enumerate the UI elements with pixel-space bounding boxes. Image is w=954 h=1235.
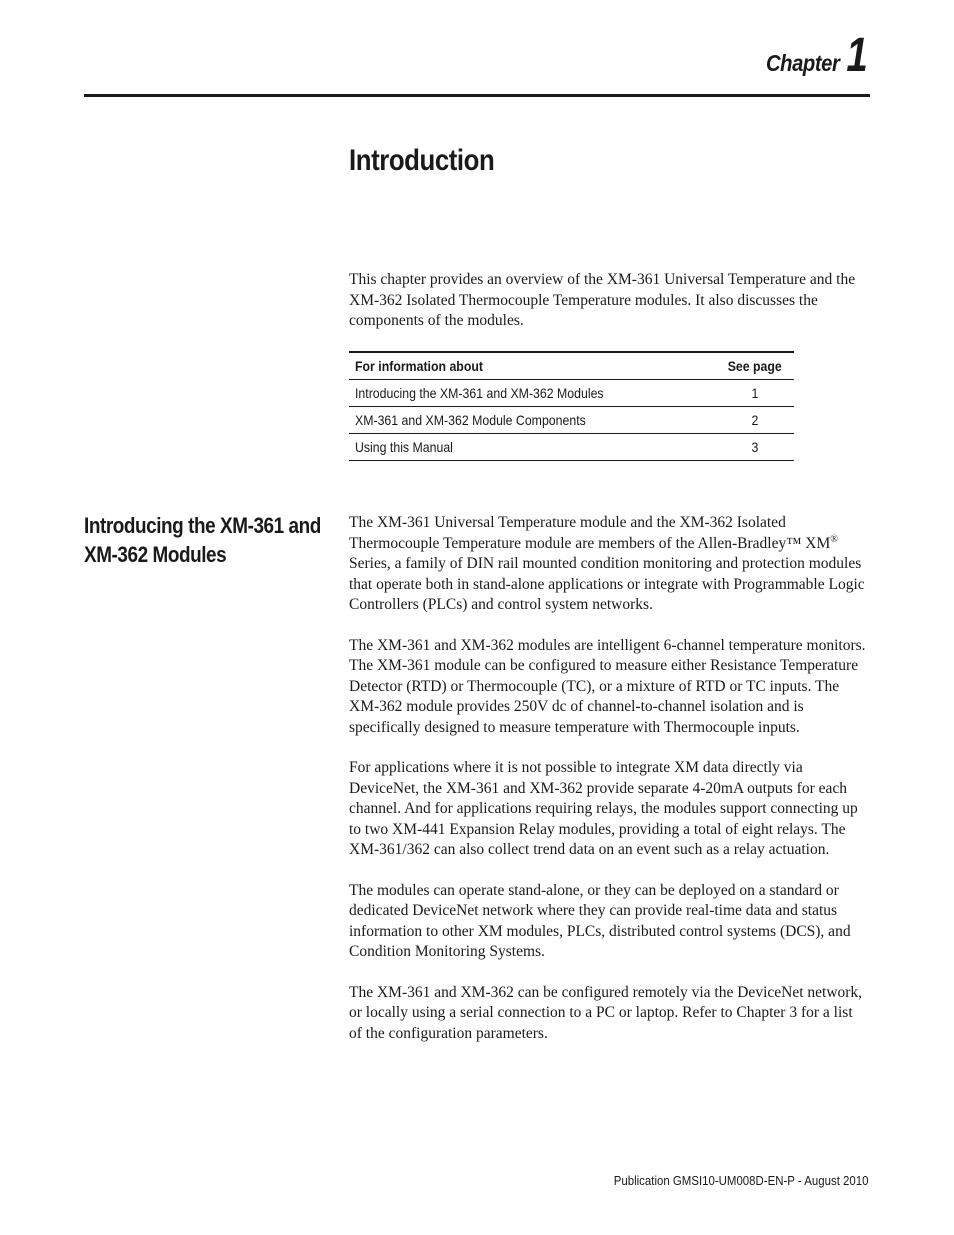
paragraph-4: The modules can operate stand-alone, or they can be deployed on a standard or dedicated DeviceNet network where they can provide real-time data and status information to other XM modules, PLCs, distributed control systems (DCS), and Condition Monitoring Systems.	[349, 881, 851, 960]
toc-topic: Using this Manual	[349, 434, 716, 461]
toc-page: 2	[716, 407, 794, 434]
toc-page: 3	[716, 434, 794, 461]
page-title: Introduction	[349, 144, 495, 177]
intro-paragraph	[349, 270, 869, 332]
paragraph-2: The XM-361 and XM-362 modules are intelligent 6-channel temperature monitors. The XM-361 module can be configured to measure either Resistance Temperature Detector (RTD) or Thermocouple (TC), or a mixture of RTD or TC inputs. The XM-362 module provides 250V dc of channel-to-channel isolation and is specifically designed to measure temperature with Thermocouple inputs.	[349, 636, 866, 736]
toc-page: 1	[716, 380, 794, 407]
section-heading-line2: XM-362 Modules	[84, 542, 227, 567]
header-divider	[84, 94, 870, 97]
toc-header-page: See page	[716, 352, 794, 380]
toc-topic: XM-361 and XM-362 Module Components	[349, 407, 716, 434]
section-body	[349, 513, 869, 1044]
toc-row	[349, 380, 794, 407]
chapter-label: Chapter	[765, 50, 839, 76]
section-heading-line1: Introducing the XM-361 and	[84, 513, 321, 538]
paragraph-5: The XM-361 and XM-362 can be configured remotely via the DeviceNet network, or locally using a serial connection to a PC or laptop. Refer to Chapter 3 for a list of the configuration parameters.	[349, 983, 863, 1042]
chapter-number: 1	[846, 29, 868, 82]
toc-table	[349, 351, 794, 461]
paragraph-1: The XM-361 Universal Temperature module and the XM-362 Isolated Thermocouple Temperature module are members of the Allen-Bradley™ XM® Series, a family of DIN rail mounted condition monitoring and protection modules that operate both in stand-alone applications or integrate with Programmable Logic Controllers (PLCs) and control system networks.	[349, 514, 865, 613]
registered-mark: ®	[830, 533, 838, 545]
intro-text: This chapter provides an overview of the XM-361 Universal Temperature and the XM-362 Isolated Thermocouple Temperature modules. It also discusses the components of the modules.	[349, 271, 856, 329]
toc-header-row	[349, 352, 794, 380]
publication-footer: Publication GMSI10-UM008D-EN-P - August 2010	[614, 1173, 869, 1188]
section-heading	[84, 511, 364, 569]
toc-header-topic: For information about	[349, 352, 716, 380]
toc-topic: Introducing the XM-361 and XM-362 Modules	[349, 380, 716, 407]
paragraph-3: For applications where it is not possible to integrate XM data directly via DeviceNet, the XM-361 and XM-362 provide separate 4-20mA outputs for each channel. And for applications requiring relays, the modules support connecting up to two XM-441 Expansion Relay modules, providing a total of eight relays. The XM-361/362 can also collect trend data on an event such as a relay actuation.	[349, 759, 858, 858]
toc-row	[349, 407, 794, 434]
toc-row	[349, 434, 794, 461]
